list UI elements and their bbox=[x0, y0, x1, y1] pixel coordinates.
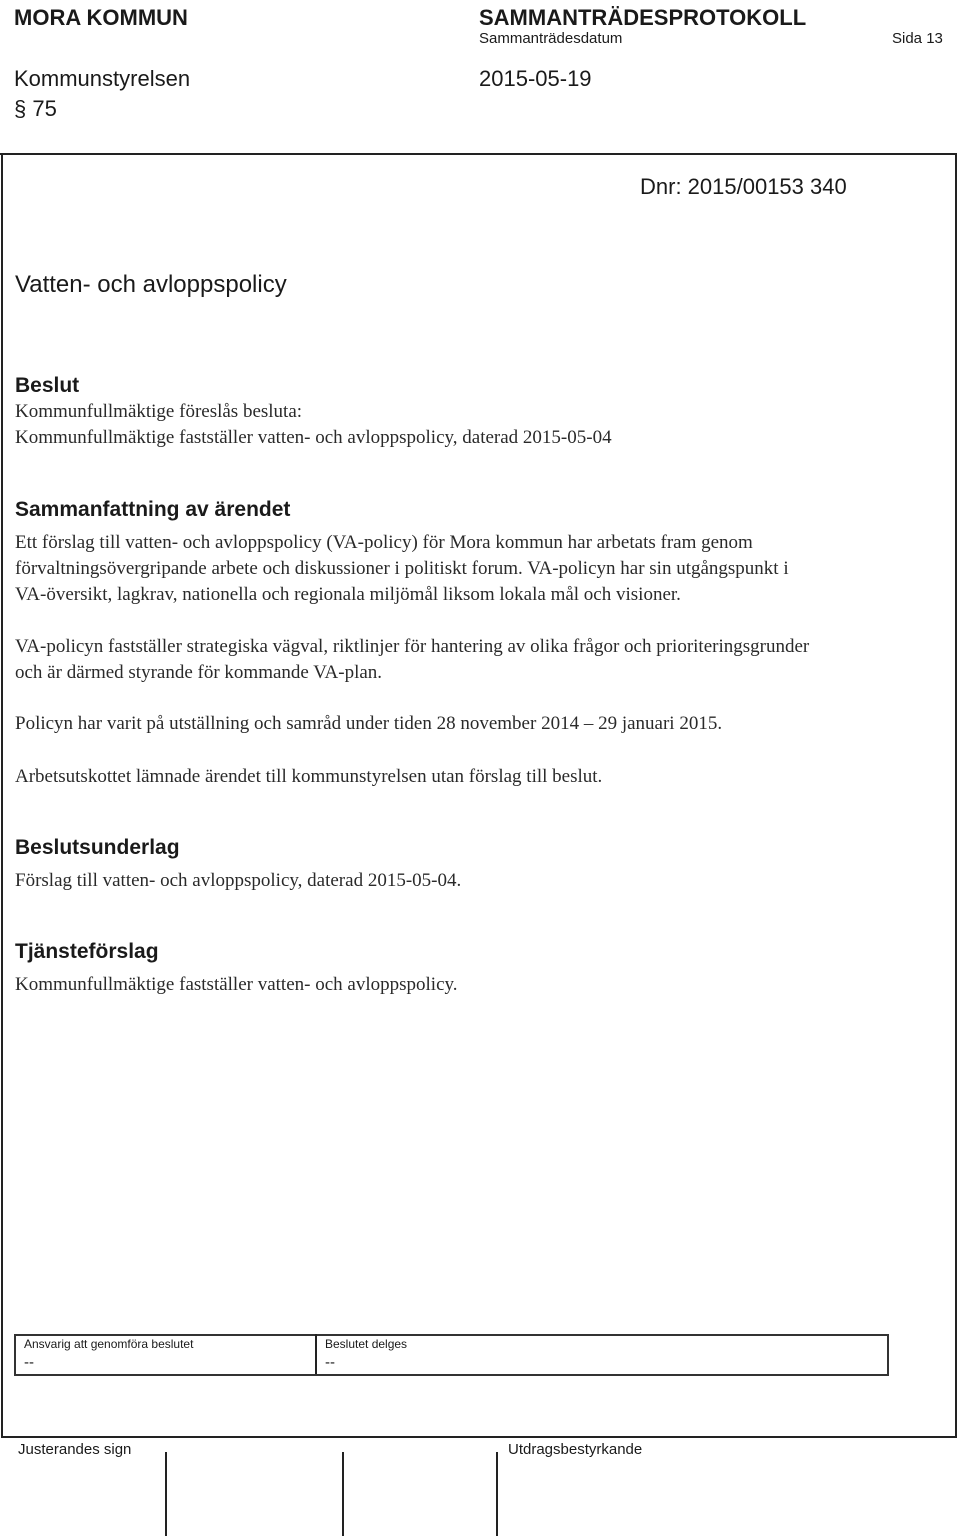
meeting-date: 2015-05-19 bbox=[479, 66, 592, 91]
beslutsunderlag-text: Förslag till vatten- och avloppspolicy, daterad 2015-05-04. bbox=[15, 870, 462, 891]
summary-p1-line-2: förvaltningsövergripande arbete och diskussioner i politiskt forum. VA-policyn har sin utgångspunkt i bbox=[15, 558, 789, 579]
summary-p2-line-2: och är därmed styrande för kommande VA-plan. bbox=[15, 662, 383, 683]
frame-left-border bbox=[1, 153, 3, 1436]
heading-sammanfattning: Sammanfattning av ärendet bbox=[15, 498, 291, 521]
responsible-value: -- bbox=[24, 1354, 34, 1371]
heading-beslutsunderlag: Beslutsunderlag bbox=[15, 836, 180, 859]
signature-divider-2 bbox=[342, 1452, 344, 1536]
beslut-line-1: Kommunfullmäktige föreslås besluta: bbox=[15, 401, 303, 422]
beslut-line-2: Kommunfullmäktige fastställer vatten- och avloppspolicy, daterad 2015-05-04 bbox=[15, 427, 612, 448]
heading-tjansteforslag: Tjänsteförslag bbox=[15, 940, 159, 963]
diary-number: Dnr: 2015/00153 340 bbox=[640, 174, 847, 199]
summary-p1-line-1: Ett förslag till vatten- och avloppspolicy (VA-policy) för Mora kommun har arbetats fram genom bbox=[15, 532, 753, 553]
section-number: § 75 bbox=[14, 96, 57, 121]
page-number: Sida 13 bbox=[892, 30, 943, 47]
summary-p2-line-1: VA-policyn fastställer strategiska vägval, riktlinjer för hantering av olika frågor och prioriteringsgrunder bbox=[15, 636, 810, 657]
signature-divider-3 bbox=[496, 1452, 498, 1536]
heading-beslut: Beslut bbox=[15, 374, 80, 397]
committee-name: Kommunstyrelsen bbox=[14, 66, 191, 91]
tjansteforslag-text: Kommunfullmäktige fastställer vatten- och avloppspolicy. bbox=[15, 974, 458, 995]
frame-top-border bbox=[0, 153, 957, 155]
signature-top-border bbox=[1, 1436, 957, 1438]
frame-right-border bbox=[955, 153, 957, 1436]
distributed-value: -- bbox=[325, 1354, 335, 1371]
document-type: SAMMANTRÄDESPROTOKOLL bbox=[479, 5, 807, 30]
summary-p1-line-3: VA-översikt, lagkrav, nationella och regionala miljömål liksom lokala mål och visioner. bbox=[15, 584, 681, 605]
utdragsbestyrkande-label: Utdragsbestyrkande bbox=[508, 1441, 643, 1458]
signature-divider-1 bbox=[165, 1452, 167, 1536]
summary-p4: Arbetsutskottet lämnade ärendet till kommunstyrelsen utan förslag till beslut. bbox=[15, 766, 603, 787]
justerandes-sign-label: Justerandes sign bbox=[18, 1441, 132, 1458]
summary-p3: Policyn har varit på utställning och samråd under tiden 28 november 2014 – 29 januari 2015. bbox=[15, 713, 723, 734]
org-name: MORA KOMMUN bbox=[14, 5, 188, 30]
responsibility-box-divider bbox=[315, 1334, 317, 1374]
distributed-label: Beslutet delges bbox=[325, 1337, 408, 1351]
meeting-date-label: Sammanträdesdatum bbox=[479, 30, 623, 47]
page-title: Vatten- och avloppspolicy bbox=[15, 271, 287, 298]
responsible-label: Ansvarig att genomföra beslutet bbox=[24, 1337, 194, 1351]
